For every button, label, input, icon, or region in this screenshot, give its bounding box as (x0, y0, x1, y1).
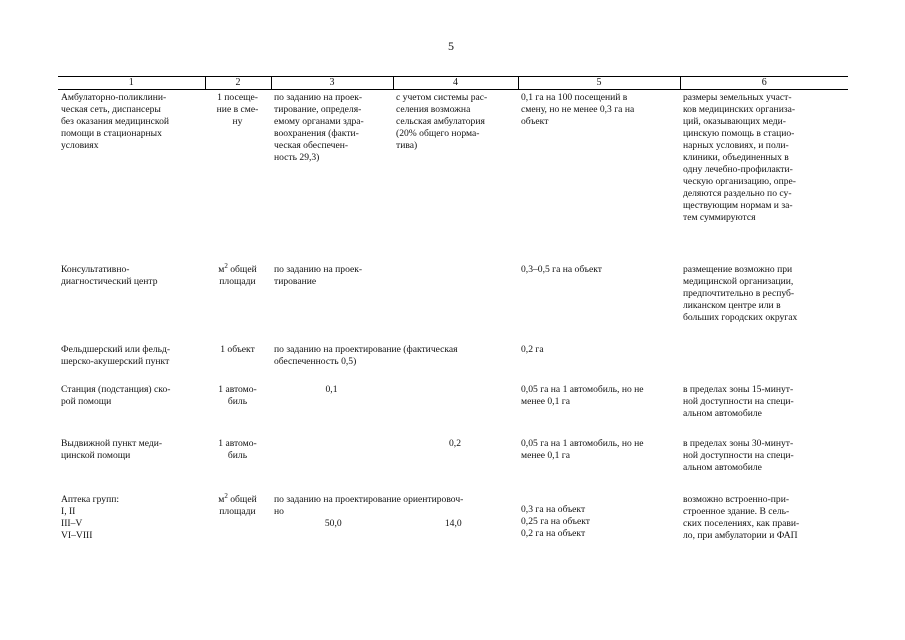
column-header: 6 (680, 77, 848, 90)
table-row (58, 382, 848, 436)
land-size-cell: 0,3–0,5 га на объект (521, 263, 602, 275)
column-header: 1 (58, 77, 205, 90)
notes-cell: размещение возможно при медицинской организации, предпочтительно в респуб- ликанском центре или в больших городских округах (683, 263, 798, 323)
unit-cell: $м^2$ общей площади (218, 491, 257, 517)
facility-cell: Аптека групп: I, II III–V VI–VIII (61, 493, 120, 541)
land-size-cell: 0,3 га на объект 0,25 га на объект 0,2 га на объект (521, 503, 590, 539)
norm-city-cell: 0,1 (325, 383, 338, 395)
facility-cell: Станция (подстанция) ско- рой помощи (61, 383, 171, 407)
norm-rural-cell (393, 382, 518, 436)
table-row (58, 342, 848, 382)
norm-city-cell: по заданию на проек- тирование (274, 263, 363, 287)
land-size-cell: 0,2 га (521, 343, 544, 355)
norm-rural-cell (393, 262, 518, 342)
norm-rural-cell: с учетом системы рас- селения возможна сельская амбулатория (20% общего норма- тива) (396, 92, 488, 151)
norms-table (58, 76, 848, 556)
column-header: 2 (205, 77, 271, 90)
land-size-cell: 0,05 га на 1 автомобиль, но не менее 0,1 га (521, 383, 644, 407)
facility-cell: Амбулаторно-поликлини- ческая сеть, диспансеры без оказания медицинской помощи в стационарных условиях (61, 92, 169, 151)
norm-rural-value: 14,0 (444, 517, 462, 529)
norm-combined-cell: по заданию на проектирование (фактическая обеспеченность 0,5) (274, 343, 458, 367)
column-header: 4 (393, 77, 518, 90)
notes-cell: в пределах зоны 15-минут- ной доступности на специ- альном автомобиле (683, 383, 794, 419)
table-row (58, 492, 848, 556)
unit-cell: 1 автомо- биль (218, 437, 257, 461)
page-number: 5 (448, 39, 454, 53)
norm-combined-cell: по заданию на проектирование ориентировоч- но 50,0 14,0 (271, 492, 518, 556)
unit-cell: 1 объект (220, 343, 255, 355)
unit-cell: 1 посеще- ние в сме- ну (216, 92, 259, 127)
facility-cell: Консультативно- диагностический центр (61, 263, 158, 287)
notes-cell: в пределах зоны 30-минут- ной доступности на специ- альном автомобиле (683, 437, 794, 473)
unit-cell: 1 автомо- биль (218, 383, 257, 407)
norm-rural-cell: 0,2 (449, 437, 461, 449)
column-header: 5 (518, 77, 680, 90)
norm-city-cell (271, 436, 393, 492)
table-row (58, 90, 848, 262)
table-row (58, 436, 848, 492)
norm-city-cell: по заданию на проек- тирование, определя- емому органами здра- воохранения (факти- ческая обеспечен- ность 29,3) (274, 92, 364, 163)
column-header: 3 (271, 77, 393, 90)
unit-cell: $м^2$ общей площади (218, 261, 257, 287)
notes-cell: возможно встроенно-при- строенное здание. В сель- ских поселениях, как прави- ло, при амбулатории и ФАП (683, 493, 800, 541)
norm-city-value: 50,0 (324, 517, 342, 529)
facility-cell: Выдвижной пункт меди- цинской помощи (61, 437, 163, 461)
land-size-cell: 0,1 га на 100 посещений в смену, но не менее 0,3 га на объект (521, 92, 635, 127)
notes-cell (680, 342, 848, 382)
notes-cell: размеры земельных участ- ков медицинских организа- ций, оказывающих меди- цинскую помощь в стацио- нарных условиях, и поли- клиники, объединенных в одну лечебно-профилакти- ческую организацию, опре- деляются раздельно по су- ществующим нормам и за- тем суммируются (683, 92, 796, 223)
table-row (58, 262, 848, 342)
header-row (58, 77, 848, 90)
land-size-cell: 0,05 га на 1 автомобиль, но не менее 0,1 га (521, 437, 644, 461)
facility-cell: Фельдшерский или фельд- шерско-акушерский пункт (61, 343, 171, 367)
